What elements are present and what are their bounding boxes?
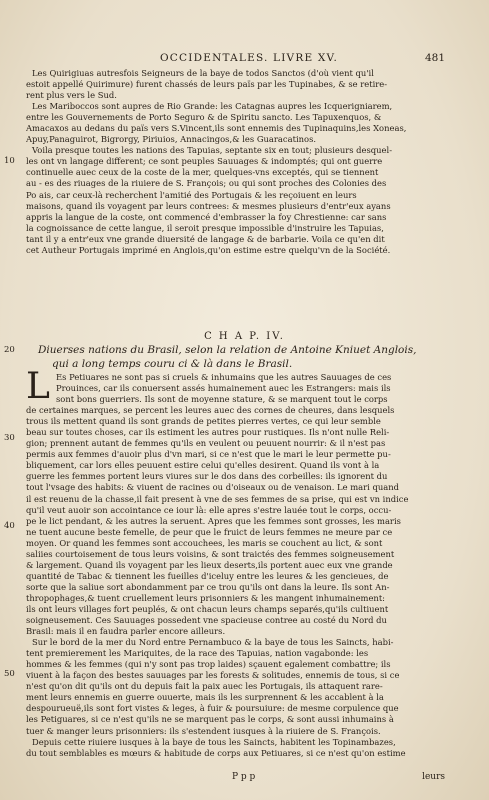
text-line: Brasil: mais il en faudra parler encore ailleurs.	[26, 626, 226, 637]
text-line: quantité de Tabac & tiennent les fueilles d'iceluy entre les leures & les gencieues, de	[26, 570, 389, 581]
text-line: sorte que la saliue sort abondamment par ce trou qu'ils ont dans la leure. Ils sont An-	[26, 581, 390, 592]
text-line: les Petiguares, si ce n'est qu'ils ne se marquent pas le corps, & sont aussi inhumains à	[26, 714, 394, 725]
text-line: cet Autheur Portugais imprimé en Anglois,qu'on estime estre quelqu'vn de la Société.	[26, 244, 391, 255]
text-line: entre les Gouvernements de Porto Seguro & de Spiritu sancto. Les Tapuxenquos, &	[26, 112, 382, 123]
text-line: ne tuent aucune beste femelle, de peur que le fruict de leurs femmes ne meure par ce	[26, 526, 393, 537]
text-line: la cognoissance de cette langue, il seroit presque impossible d'instruire les Tapuias,	[26, 222, 384, 233]
text-line: du tout semblables es mœurs & habitude de corps aux Petiuares, si ce n'est qu'on estime	[26, 747, 406, 758]
text-line: les ont vn langage different; ce sont peuples Sauuages & indomptés; qui ont guerre	[26, 156, 383, 167]
text-line: soigneusement. Ces Sauuages possedent vne spacieuse contree au costé du Nord du	[26, 615, 387, 626]
text-line: guerre les femmes portent leurs viures sur le dos dans des corbeilles: ils ignorent du	[26, 471, 388, 482]
text-line: viuent à la façon des bestes sauuages par les forests & solitudes, ennemis de tous, si ce	[26, 670, 400, 681]
drop-cap: L	[26, 366, 50, 407]
line-number-margin: 50	[4, 669, 15, 679]
text-line: appris la langue de la coste, ont commencé d'embrasser la foy Chrestienne: car sans	[26, 211, 387, 222]
page-header	[0, 52, 489, 66]
text-line: qu'il veut auoir son accointance ce iour là: elle apres s'estre lauée tout le corps, occu-	[26, 504, 392, 515]
text-line: ment leurs ennemis en guerre ouuerte, mais ils les surprennent & les accablent à la	[26, 692, 384, 703]
text-line: n'est qu'on dit qu'ils ont du depuis fait la paix auec les Portugais, ils attaquent rare-	[26, 681, 383, 692]
text-line: Sur le bord de la mer du Nord entre Pernambuco & la baye de tous les Saincts, habi-	[32, 637, 394, 648]
text-line: ils ont leurs villages fort peuplés, & ont chacun leurs champs separés,qu'ils cultiuent	[26, 603, 389, 614]
text-line: sont bons guerriers. Ils sont de moyenne stature, & se marquent tout le corps	[56, 394, 388, 405]
text-line: continuelle auec ceux de la coste de la mer, quelques-vns exceptés, qui se tiennent	[26, 167, 379, 178]
text-line: au - es des riuages de la riuiere de S. François; ou qui sont proches des Colonies des	[26, 178, 387, 189]
text-line: bliquement, car lors elles peuuent estire celui qu'elles desirent. Quand ils vont à la	[26, 460, 380, 471]
page-number: 481	[424, 52, 445, 64]
line-number-margin: 40	[4, 521, 15, 531]
text-line: Les Mariboccos sont aupres de Rio Grande: les Catagnas aupres les Icquerigniarem,	[32, 101, 393, 112]
text-line: saliies courtoisement de tous leurs voisins, & sont traictés des femmes soigneusement	[26, 548, 395, 559]
top-text-block	[26, 68, 450, 256]
text-line: Po ais, car ceux-là recherchent l'amitié des Portugais & les reçoiuent en leurs	[26, 189, 357, 200]
text-line: Apuy,Panaguirot, Bigrorgy, Piriuios, Annacingos,& les Guaracatinos.	[26, 134, 317, 145]
chapter-label: C H A P. IV.	[204, 331, 285, 342]
text-line: rent plus vers le Sud.	[26, 90, 117, 101]
text-line: & largement. Quand ils voyagent par les lieux deserts,ils portent auec eux vne grande	[26, 559, 393, 570]
line-number-margin: 30	[4, 433, 15, 443]
signature-mark: P p p	[232, 772, 256, 782]
text-line: pe le lict pendant, & les autres la seruent. Apres que les femmes sont grosses, les maris	[26, 515, 401, 526]
text-line: Es Petiuares ne sont pas si cruels & inhumains que les autres Sauuages de ces	[56, 372, 392, 382]
text-line: thropophages,& tuent cruellement leurs prisonniers & les mangent inhumainement:	[26, 592, 386, 603]
line-number-margin: 20	[4, 345, 15, 355]
text-line: Amacaxos au dedans du païs vers S.Vincent,ils sont ennemis des Tupinaquins,les Xoneas,	[26, 123, 407, 134]
text-line: tant il y a entr'eux vne grande diuersité de langage & de barbarie. Voila ce qu'en dit	[26, 233, 385, 244]
text-line: estoit appellé Quirimure) furent chassés de leurs païs par les Tupinabes, & se retire-	[26, 79, 388, 90]
text-line: Les Quirigiuas autresfois Seigneurs de la baye de todos Sanctos (d'où vient qu'il	[32, 68, 374, 78]
text-line: permis aux femmes d'auoir plus d'vn mari, si ce n'est que le mari le leur permette pu-	[26, 449, 391, 460]
text-line: Prouinces, car ils conuersent assés humainement auec les Estrangers: mais ils	[56, 383, 391, 394]
chapter-heading	[38, 343, 458, 371]
text-line: maisons, quand ils voyagent par leurs contrees: & mesmes plusieurs d'entr'eux ayans	[26, 200, 391, 211]
page-footer	[0, 772, 489, 786]
text-line: tent premierement les Mariquites, de la race des Tapuias, nation vagabonde: les	[26, 648, 369, 659]
text-line: gion; prennent autant de femmes qu'ils en veulent ou peuuent nourrir: & il n'est pas	[26, 438, 386, 449]
text-line: despourueuë,ils sont fort vistes & leges, à fuir & poursuiure: de mesme corpulence que	[26, 703, 399, 714]
text-line: hommes & les femmes (qui n'y sont pas trop laides) sçauent egalement combattre; ils	[26, 659, 391, 670]
text-line: il est reuenu de la chasse,il fait present à vne de ses femmes de sa prise, qui est vn indice	[26, 493, 409, 504]
text-line: Voila presque toutes les nations des Tapuias, septante six en tout; plusieurs desquel-	[32, 145, 393, 156]
text-line: tout l'vsage des habits: & viuent de racines ou d'oiseaux ou de venaison. Le mari quand	[26, 482, 399, 493]
chapter-heading-line: qui a long temps couru ci & là dans le Brasil.	[52, 358, 293, 370]
text-line: moyen. Or quand les femmes sont accouchees, les maris se couchent au lict, & sont	[26, 537, 383, 548]
chapter-heading-line: Diuerses nations du Brasil, selon la relation de Antoine Kniuet Anglois,	[38, 344, 417, 356]
running-title: OCCIDENTALES. LIVRE XV.	[160, 52, 339, 64]
body-text-block	[26, 366, 450, 759]
text-line: tuer & manger leurs prisonniers: ils s'estendent iusques à la riuiere de S. François.	[26, 725, 381, 736]
text-line: trous ils mettent quand ils sont grands de petites pierres vertes, ce qui leur semble	[26, 416, 381, 427]
text-line: Depuis cette riuiere iusques à la baye de tous les Saincts, habitent les Topinambazes,	[32, 736, 396, 747]
text-line: beau sur toutes choses, car ils estiment les autres pour rustiques. Ils n'ont nulle Reli-	[26, 427, 390, 438]
line-number-margin: 10	[4, 156, 15, 166]
text-line: de certaines marques, se percent les leures auec des cornes de cheures, dans lesquels	[26, 405, 395, 416]
catchword: leurs	[422, 772, 445, 782]
